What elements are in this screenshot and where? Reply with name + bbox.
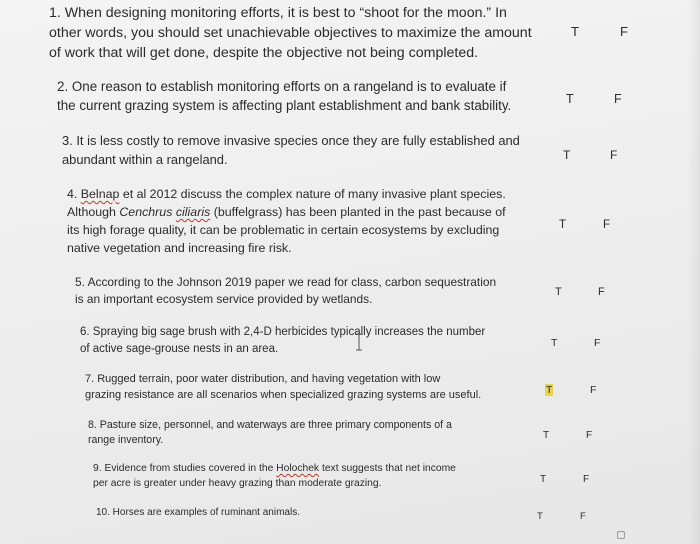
small-circle-icon [617, 531, 625, 539]
question-1 [49, 3, 532, 63]
question-3 [62, 132, 520, 169]
question-2-line-2: the current grazing system is affecting plant establishment and bank stability. [57, 98, 512, 113]
question-6-line-2: of active sage-grouse nests in an area. [80, 342, 279, 355]
question-5-false-option[interactable]: F [598, 286, 605, 298]
question-7-line-1: 7. Rugged terrain, poor water distribution, and having vegetation with low [85, 373, 441, 385]
question-3-true-option[interactable]: T [563, 148, 571, 162]
question-4-line-3: its high forage quality, it can be problematic in certain ecosystems by excluding [67, 223, 500, 237]
question-4 [67, 185, 506, 257]
question-3-line-2: abundant within a rangeland. [62, 151, 228, 167]
question-8-line-2: range inventory. [88, 434, 164, 446]
question-5 [75, 274, 496, 308]
question-6-true-option[interactable]: T [551, 337, 558, 349]
question-5-true-option[interactable]: T [555, 286, 562, 298]
question-9-line-2: per acre is greater under heavy grazing than moderate grazing. [93, 477, 382, 489]
question-10-false-option[interactable]: F [580, 511, 586, 522]
question-7-line-2: grazing resistance are all scenarios when specialized grazing systems are useful. [85, 388, 482, 401]
spellcheck-word-ciliaris: ciliaris [175, 205, 211, 219]
question-6 [80, 324, 485, 357]
question-8-true-option[interactable]: T [543, 430, 550, 441]
question-8 [88, 418, 452, 448]
question-1-true-option[interactable]: T [571, 24, 579, 39]
spellcheck-word-belnap: Belnap [80, 187, 120, 201]
question-9-line-1: 9. Evidence from studies covered in the Holochek text suggests that net income [93, 463, 456, 474]
question-3-false-option[interactable]: F [610, 148, 618, 162]
page-edge-shadow [688, 0, 700, 544]
spellcheck-word-holochek: Holochek [276, 463, 320, 474]
question-7-false-option[interactable]: F [590, 384, 597, 396]
question-1-line-2: other words, you should set unachievable objectives to maximize the amount [49, 25, 532, 41]
question-10 [96, 506, 300, 520]
question-4-line-4: native vegetation and increasing fire risk. [67, 241, 292, 255]
question-1-line-1: 1. When designing monitoring efforts, it is best to “shoot for the moon.” In [49, 5, 507, 21]
question-4-line-1: 4. Belnap et al 2012 discuss the complex nature of many invasive plant species. [67, 187, 506, 201]
question-1-false-option[interactable]: F [620, 24, 628, 39]
question-10-line-1: 10. Horses are examples of ruminant animals. [96, 507, 300, 518]
question-7 [85, 372, 481, 403]
question-1-line-3: of work that will get done, despite the objective not being completed. [49, 45, 479, 61]
question-4-line-2: Although Cenchrus ciliaris (buffelgrass) has been planted in the past because of [67, 205, 506, 219]
question-8-line-1: 8. Pasture size, personnel, and waterways are three primary components of a [88, 419, 452, 431]
question-8-false-option[interactable]: F [586, 430, 593, 441]
question-6-line-1: 6. Spraying big sage brush with 2,4-D herbicides typically increases the number [80, 326, 486, 338]
question-5-line-2: is an important ecosystem service provided by wetlands. [75, 292, 373, 306]
question-2-true-option[interactable]: T [566, 92, 574, 106]
question-9-false-option[interactable]: F [583, 474, 590, 485]
question-9 [93, 462, 456, 491]
question-9-true-option[interactable]: T [540, 474, 547, 485]
text-cursor-icon [355, 333, 363, 351]
question-6-false-option[interactable]: F [594, 337, 601, 349]
question-4-false-option[interactable]: F [603, 219, 611, 231]
species-genus: Cenchrus [119, 205, 173, 219]
question-5-line-1: 5. According to the Johnson 2019 paper we read for class, carbon sequestration [75, 275, 497, 289]
question-3-line-1: 3. It is less costly to remove invasive species once they are fully established and [62, 133, 520, 148]
question-2-line-1: 2. One reason to establish monitoring efforts on a rangeland is to evaluate if [57, 79, 507, 94]
question-10-true-option[interactable]: T [537, 511, 543, 522]
question-7-true-option-highlighted[interactable]: T [546, 384, 553, 396]
question-4-true-option[interactable]: T [559, 219, 567, 231]
question-2-false-option[interactable]: F [614, 92, 622, 106]
question-2 [57, 77, 511, 115]
